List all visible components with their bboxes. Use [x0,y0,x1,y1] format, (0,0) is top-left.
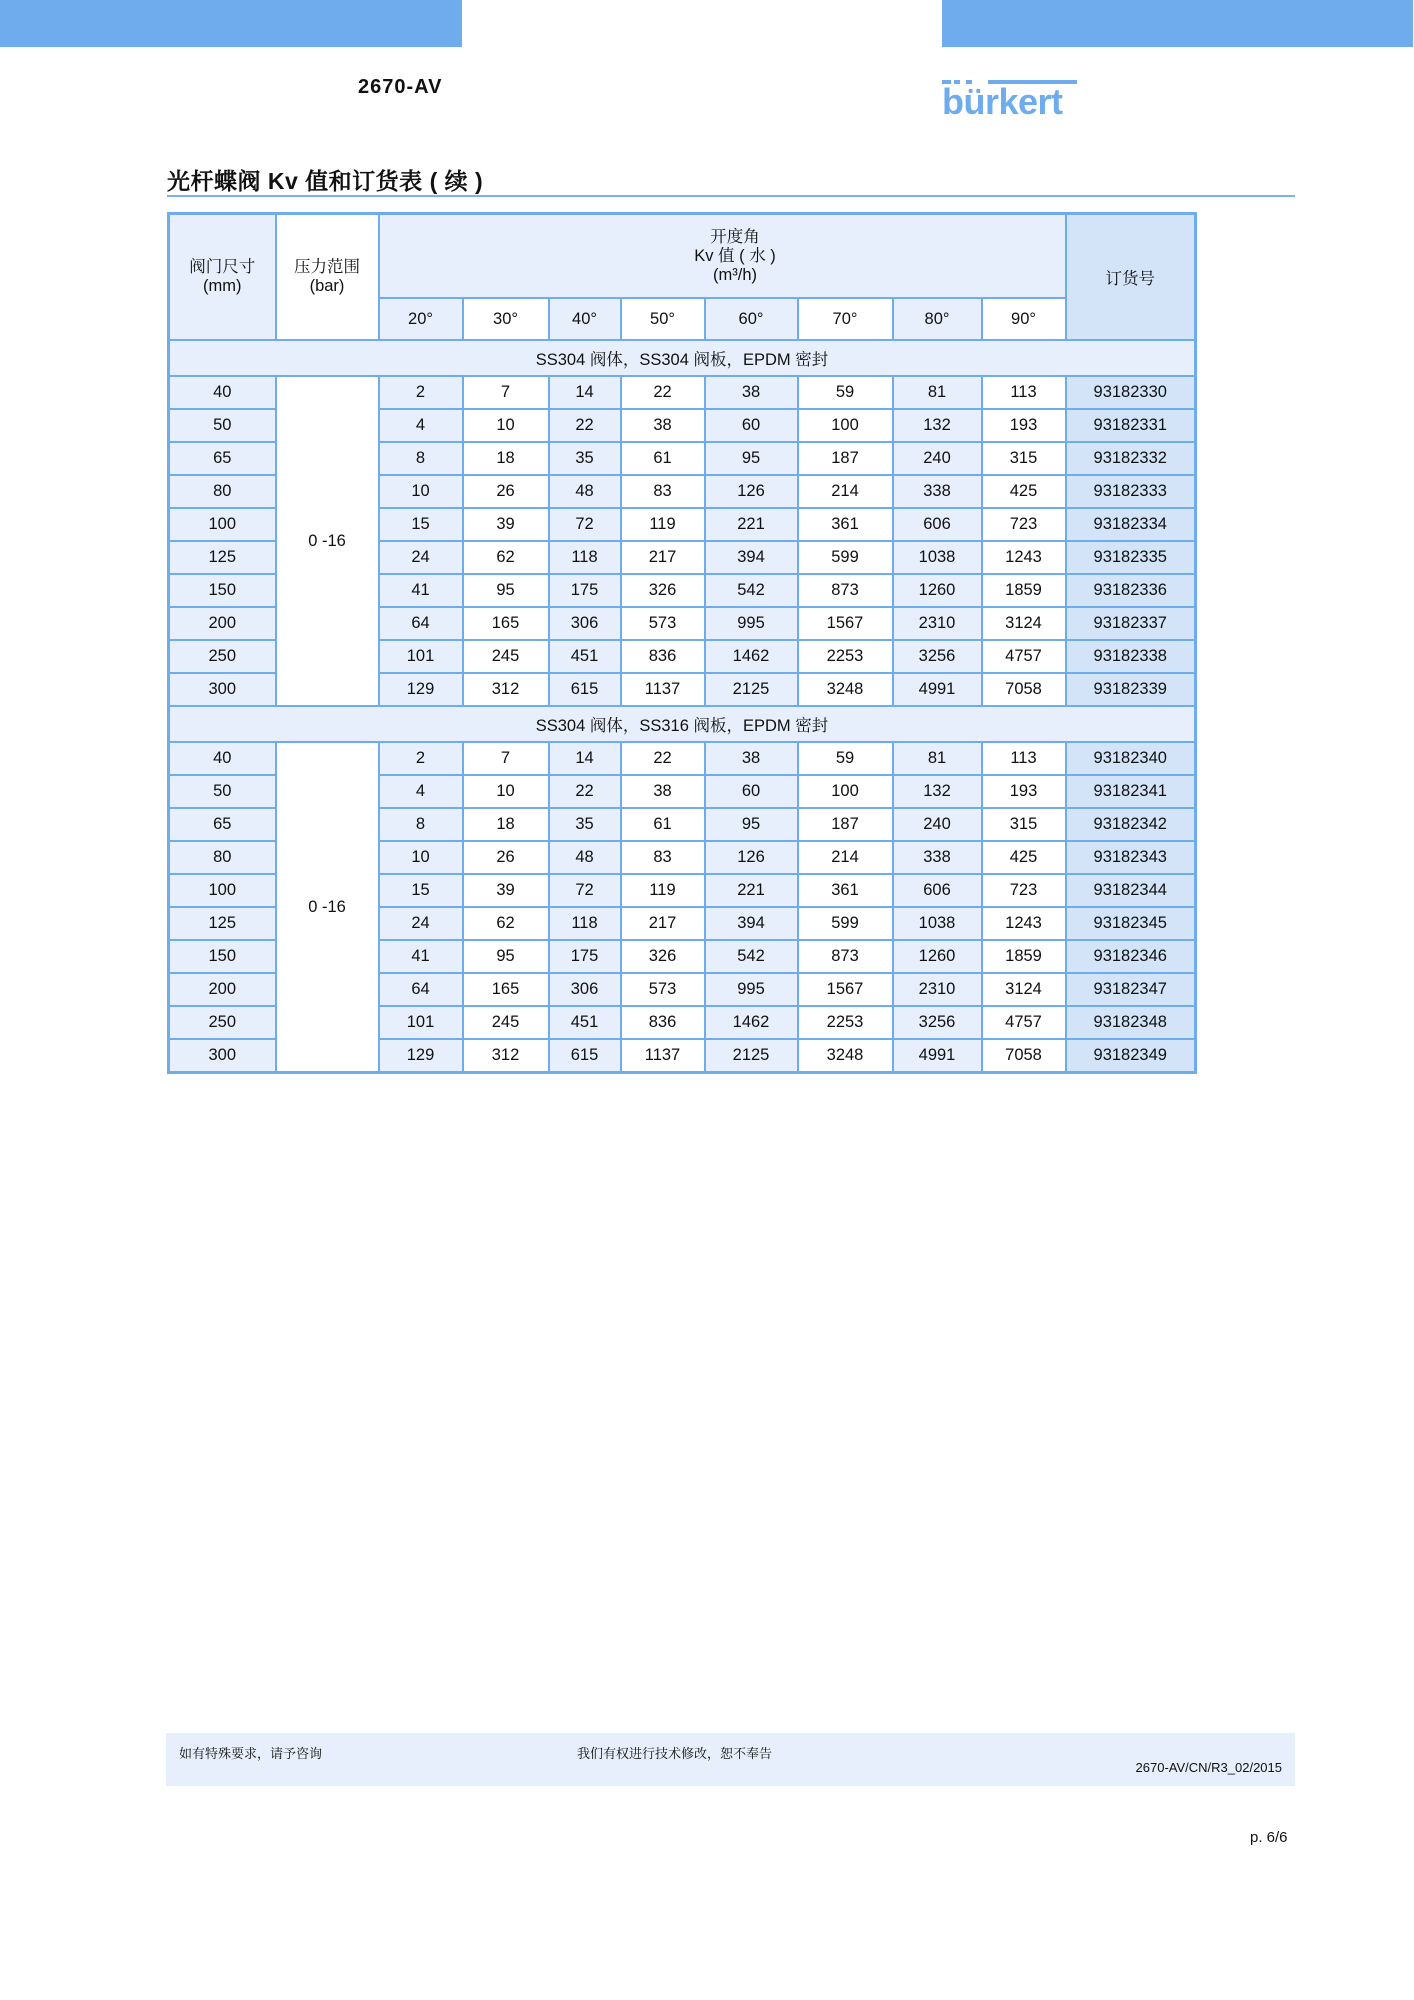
cell-kv: 573 [621,607,705,640]
cell-kv: 10 [463,775,549,808]
cell-order-number: 93182333 [1066,475,1196,508]
cell-kv: 425 [982,475,1066,508]
cell-size: 250 [169,1006,276,1039]
cell-kv: 2125 [705,1039,798,1073]
header-angle: 30° [463,298,549,340]
cell-kv: 1137 [621,1039,705,1073]
cell-kv: 214 [798,841,893,874]
doc-code: 2670-AV [358,76,443,98]
cell-kv: 132 [893,409,982,442]
cell-kv: 59 [798,742,893,775]
cell-kv: 41 [379,574,463,607]
cell-kv: 451 [549,640,621,673]
section-row [169,706,1196,742]
cell-kv: 101 [379,640,463,673]
cell-kv: 62 [463,541,549,574]
cell-kv: 1243 [982,907,1066,940]
cell-order-number: 93182349 [1066,1039,1196,1073]
cell-kv: 64 [379,973,463,1006]
cell-kv: 22 [549,775,621,808]
cell-kv: 361 [798,508,893,541]
cell-kv: 995 [705,607,798,640]
cell-kv: 7058 [982,673,1066,706]
cell-kv: 723 [982,508,1066,541]
header-angle: 20° [379,298,463,340]
cell-pressure: 0 -16 [276,742,379,1073]
cell-order-number: 93182341 [1066,775,1196,808]
header-angle: 50° [621,298,705,340]
cell-size: 125 [169,541,276,574]
cell-kv: 599 [798,907,893,940]
cell-order-number: 93182335 [1066,541,1196,574]
cell-size: 150 [169,574,276,607]
cell-kv: 2253 [798,1006,893,1039]
cell-kv: 995 [705,973,798,1006]
cell-kv: 118 [549,907,621,940]
cell-kv: 326 [621,574,705,607]
cell-kv: 873 [798,574,893,607]
cell-size: 100 [169,508,276,541]
cell-kv: 61 [621,808,705,841]
cell-kv: 1859 [982,574,1066,607]
cell-kv: 48 [549,475,621,508]
footer-doc-ref: 2670-AV/CN/R3_02/2015 [1135,1760,1282,1775]
cell-kv: 15 [379,874,463,907]
cell-kv: 24 [379,907,463,940]
cell-kv: 326 [621,940,705,973]
cell-size: 50 [169,409,276,442]
cell-kv: 221 [705,874,798,907]
cell-kv: 18 [463,442,549,475]
cell-kv: 240 [893,808,982,841]
cell-kv: 3256 [893,640,982,673]
title-divider [167,195,1295,197]
header-pressure-range [276,214,379,341]
cell-size: 300 [169,1039,276,1073]
header-angle: 40° [549,298,621,340]
cell-kv: 126 [705,475,798,508]
cell-kv: 22 [621,376,705,409]
cell-size: 300 [169,673,276,706]
table-row [169,376,1196,409]
footer-disclaimer: 我们有权进行技术修改，恕不奉告 [577,1746,773,1761]
cell-kv: 14 [549,742,621,775]
header-angle: 60° [705,298,798,340]
cell-kv: 64 [379,607,463,640]
cell-kv: 187 [798,808,893,841]
cell-kv: 95 [463,574,549,607]
cell-kv: 615 [549,1039,621,1073]
cell-kv: 217 [621,541,705,574]
cell-kv: 1567 [798,973,893,1006]
cell-kv: 193 [982,775,1066,808]
cell-kv: 606 [893,508,982,541]
cell-order-number: 93182339 [1066,673,1196,706]
header-kv-values [379,214,1066,299]
cell-kv: 175 [549,940,621,973]
cell-order-number: 93182338 [1066,640,1196,673]
cell-kv: 48 [549,841,621,874]
cell-kv: 8 [379,808,463,841]
cell-kv: 38 [621,775,705,808]
cell-kv: 100 [798,775,893,808]
cell-order-number: 93182342 [1066,808,1196,841]
burkert-logo [942,78,1077,124]
cell-kv: 100 [798,409,893,442]
cell-kv: 95 [705,442,798,475]
cell-size: 65 [169,808,276,841]
cell-kv: 10 [379,475,463,508]
cell-size: 100 [169,874,276,907]
cell-kv: 61 [621,442,705,475]
header-order-number: 订货号 [1066,214,1196,341]
cell-kv: 60 [705,775,798,808]
cell-kv: 59 [798,376,893,409]
cell-kv: 81 [893,742,982,775]
cell-kv: 217 [621,907,705,940]
cell-size: 200 [169,973,276,1006]
cell-order-number: 93182337 [1066,607,1196,640]
cell-kv: 573 [621,973,705,1006]
cell-order-number: 93182348 [1066,1006,1196,1039]
header-pressure-label: 压力范围 [294,258,360,276]
cell-kv: 3248 [798,673,893,706]
footer [166,1733,1295,1786]
cell-kv: 1243 [982,541,1066,574]
cell-order-number: 93182347 [1066,973,1196,1006]
cell-kv: 3124 [982,607,1066,640]
cell-kv: 39 [463,874,549,907]
cell-kv: 221 [705,508,798,541]
cell-size: 50 [169,775,276,808]
header-valve-size [169,214,276,341]
cell-kv: 2 [379,376,463,409]
cell-kv: 394 [705,541,798,574]
header-band-right [942,0,1413,47]
cell-kv: 1260 [893,574,982,607]
cell-kv: 4757 [982,1006,1066,1039]
cell-kv: 62 [463,907,549,940]
cell-kv: 606 [893,874,982,907]
cell-kv: 10 [379,841,463,874]
cell-kv: 22 [621,742,705,775]
cell-kv: 26 [463,841,549,874]
cell-kv: 8 [379,442,463,475]
cell-kv: 451 [549,1006,621,1039]
header-kv-angle: 开度角 [710,227,760,246]
cell-kv: 95 [463,940,549,973]
cell-kv: 72 [549,508,621,541]
cell-kv: 315 [982,808,1066,841]
cell-kv: 81 [893,376,982,409]
header-angle: 80° [893,298,982,340]
cell-kv: 60 [705,409,798,442]
cell-kv: 165 [463,607,549,640]
cell-kv: 2 [379,742,463,775]
cell-kv: 119 [621,874,705,907]
cell-kv: 836 [621,1006,705,1039]
cell-kv: 41 [379,940,463,973]
cell-size: 125 [169,907,276,940]
cell-kv: 425 [982,841,1066,874]
cell-size: 80 [169,841,276,874]
cell-kv: 338 [893,841,982,874]
cell-kv: 245 [463,1006,549,1039]
cell-order-number: 93182343 [1066,841,1196,874]
table-body [169,340,1196,1073]
cell-kv: 615 [549,673,621,706]
cell-kv: 175 [549,574,621,607]
cell-kv: 38 [705,742,798,775]
section-row [169,340,1196,376]
cell-kv: 240 [893,442,982,475]
cell-kv: 4757 [982,640,1066,673]
cell-kv: 7 [463,376,549,409]
cell-kv: 1462 [705,640,798,673]
cell-kv: 1567 [798,607,893,640]
cell-kv: 245 [463,640,549,673]
cell-kv: 4 [379,775,463,808]
cell-kv: 873 [798,940,893,973]
cell-kv: 101 [379,1006,463,1039]
header-angle: 90° [982,298,1066,340]
cell-kv: 2310 [893,973,982,1006]
cell-kv: 306 [549,973,621,1006]
cell-kv: 126 [705,841,798,874]
cell-size: 250 [169,640,276,673]
cell-kv: 836 [621,640,705,673]
cell-kv: 315 [982,442,1066,475]
cell-size: 65 [169,442,276,475]
section-title: SS304 阀体，SS316 阀板，EPDM 密封 [169,706,1196,742]
cell-kv: 113 [982,742,1066,775]
cell-kv: 118 [549,541,621,574]
page-title: 光杆蝶阀 Kv 值和订货表 ( 续 ) [167,168,484,194]
header-pressure-unit: (bar) [309,277,345,295]
cell-order-number: 93182334 [1066,508,1196,541]
cell-kv: 723 [982,874,1066,907]
cell-order-number: 93182340 [1066,742,1196,775]
cell-kv: 3256 [893,1006,982,1039]
cell-size: 80 [169,475,276,508]
cell-kv: 83 [621,475,705,508]
cell-kv: 193 [982,409,1066,442]
cell-kv: 4 [379,409,463,442]
cell-kv: 542 [705,940,798,973]
cell-kv: 129 [379,1039,463,1073]
cell-kv: 3248 [798,1039,893,1073]
cell-kv: 3124 [982,973,1066,1006]
cell-order-number: 93182344 [1066,874,1196,907]
table-row [169,742,1196,775]
cell-kv: 306 [549,607,621,640]
cell-kv: 38 [705,376,798,409]
cell-kv: 2253 [798,640,893,673]
cell-size: 200 [169,607,276,640]
header-kv-label: Kv 值 ( 水 ) [694,246,776,265]
cell-kv: 338 [893,475,982,508]
cell-order-number: 93182332 [1066,442,1196,475]
cell-kv: 26 [463,475,549,508]
cell-kv: 39 [463,508,549,541]
cell-order-number: 93182330 [1066,376,1196,409]
cell-kv: 7 [463,742,549,775]
cell-kv: 1462 [705,1006,798,1039]
cell-kv: 15 [379,508,463,541]
logo-text: bürkert [942,81,1063,122]
cell-size: 150 [169,940,276,973]
cell-kv: 10 [463,409,549,442]
cell-kv: 1038 [893,907,982,940]
cell-kv: 214 [798,475,893,508]
cell-kv: 4991 [893,673,982,706]
header-kv-unit: (m³/h) [713,265,757,284]
cell-kv: 312 [463,1039,549,1073]
cell-kv: 312 [463,673,549,706]
cell-kv: 1859 [982,940,1066,973]
cell-kv: 542 [705,574,798,607]
cell-kv: 4991 [893,1039,982,1073]
cell-kv: 361 [798,874,893,907]
cell-kv: 38 [621,409,705,442]
cell-kv: 113 [982,376,1066,409]
cell-kv: 18 [463,808,549,841]
cell-kv: 14 [549,376,621,409]
cell-kv: 7058 [982,1039,1066,1073]
cell-kv: 95 [705,808,798,841]
cell-size: 40 [169,742,276,775]
cell-kv: 2125 [705,673,798,706]
cell-kv: 1038 [893,541,982,574]
cell-kv: 187 [798,442,893,475]
cell-order-number: 93182336 [1066,574,1196,607]
cell-kv: 129 [379,673,463,706]
cell-kv: 24 [379,541,463,574]
cell-kv: 394 [705,907,798,940]
kv-order-table [167,212,1197,1074]
header-valve-size-label: 阀门尺寸 [189,258,256,276]
cell-order-number: 93182345 [1066,907,1196,940]
page-number: p. 6/6 [1250,1829,1288,1846]
cell-kv: 72 [549,874,621,907]
cell-order-number: 93182331 [1066,409,1196,442]
cell-kv: 165 [463,973,549,1006]
cell-kv: 83 [621,841,705,874]
cell-pressure: 0 -16 [276,376,379,706]
cell-kv: 22 [549,409,621,442]
cell-kv: 132 [893,775,982,808]
cell-kv: 2310 [893,607,982,640]
cell-kv: 119 [621,508,705,541]
cell-kv: 1137 [621,673,705,706]
cell-kv: 35 [549,808,621,841]
header-valve-size-unit: (mm) [203,277,242,295]
footer-contact-note: 如有特殊要求，请予咨询 [179,1746,323,1761]
section-title: SS304 阀体，SS304 阀板，EPDM 密封 [169,340,1196,376]
cell-order-number: 93182346 [1066,940,1196,973]
cell-kv: 35 [549,442,621,475]
cell-kv: 1260 [893,940,982,973]
header-angle: 70° [798,298,893,340]
cell-kv: 599 [798,541,893,574]
cell-size: 40 [169,376,276,409]
header-band-left [0,0,462,47]
